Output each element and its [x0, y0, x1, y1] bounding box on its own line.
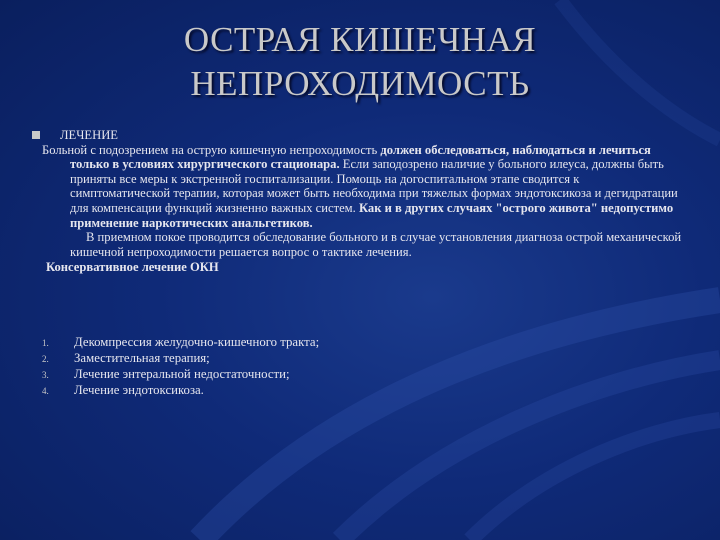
- list-text: Заместительная терапия;: [74, 351, 210, 365]
- title-line-2: НЕПРОХОДИМОСТЬ: [190, 64, 530, 103]
- list-item: [42, 350, 662, 366]
- paragraph-continued-text: Если заподозрено наличие у больного илеуса, должны быть приняты все меры к экстренной госпитализации. Помощь на догоспитальном этапе сводится к симптоматической терапии, которая может быть необходима при тяжелых формах эндотоксикоза и дегидратации для компенсации функций жизненно важных систем.: [70, 157, 678, 215]
- list-number: 3.: [42, 370, 49, 380]
- title-line-1: ОСТРАЯ КИШЕЧНАЯ: [183, 20, 537, 59]
- list-number: 2.: [42, 354, 49, 364]
- list-item: [42, 334, 662, 350]
- treatment-list: [42, 334, 662, 398]
- conservative-heading: Консервативное лечение ОКН: [46, 260, 219, 275]
- intro-bold-text: должен обследоваться, наблюдаться и лечиться только в условиях хирургического стационара.: [70, 142, 651, 172]
- list-text: Лечение эндотоксикоза.: [74, 383, 204, 397]
- intro-normal-text: Больной с подозрением на острую кишечную непроходимость: [42, 142, 381, 157]
- slide-title: [0, 18, 720, 106]
- list-number: 1.: [42, 338, 49, 348]
- section-heading-row: [42, 128, 682, 143]
- list-text: Лечение энтеральной недостаточности;: [74, 367, 290, 381]
- list-number: 4.: [42, 386, 49, 396]
- paragraph-bold-end: Как и в других случаях "острого живота" недопустимо применение наркотических анальгетиков.: [70, 200, 674, 230]
- list-item: [42, 366, 662, 382]
- content-block: [42, 128, 682, 275]
- list-item: [42, 382, 662, 398]
- section-label: ЛЕЧЕНИЕ: [60, 128, 118, 142]
- list-text: Декомпрессия желудочно-кишечного тракта;: [74, 335, 320, 349]
- intro-paragraph: [42, 143, 682, 231]
- square-bullet-icon: [32, 131, 40, 139]
- second-paragraph: В приемном покое проводится обследование больного и в случае установления диагноза острой механической кишечной непроходимости решается вопрос о тактике лечения.: [70, 230, 682, 259]
